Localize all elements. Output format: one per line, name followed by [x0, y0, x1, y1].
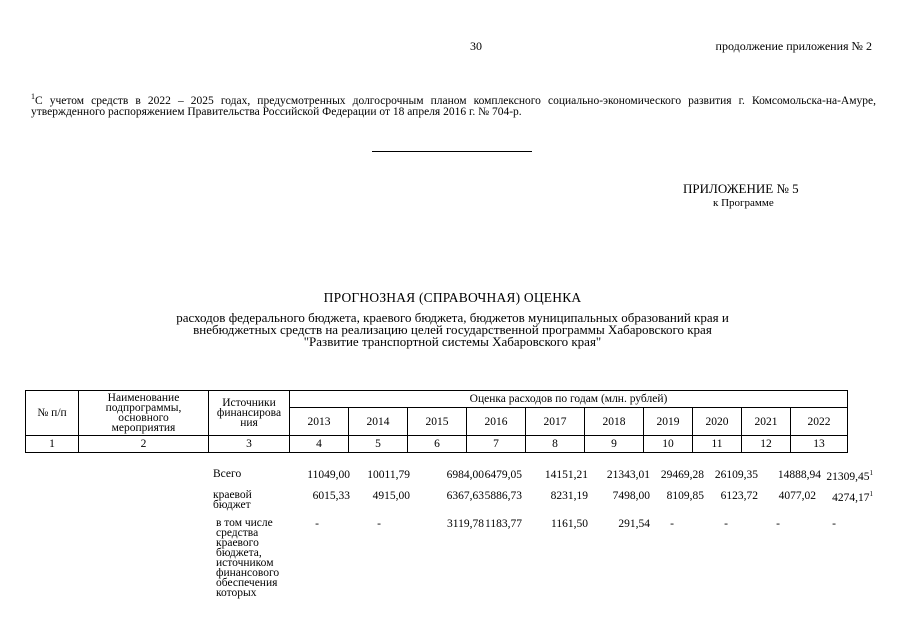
subtitle-line: расходов федерального бюджета, краевого бюджета, бюджетов муниципальных образований края и [176, 310, 729, 325]
page-number: 30 [470, 39, 482, 53]
table-cell: - [832, 518, 836, 530]
table-cell: 26109,35 [714, 469, 758, 481]
year-header: 2020 [693, 408, 742, 436]
year-header: 2021 [742, 408, 791, 436]
footnote-text: С учетом средств в 2022 – 2025 годах, предусмотренных долгосрочным планом комплексного социально-экономического развития г. Комсомольска-на-Амуре, утвержденного распоряжением Правительства Российской Федерации от 18 апреля 2016 г. № 704-р. [31, 94, 876, 118]
col-number: 10 [644, 436, 693, 453]
col-number: 12 [742, 436, 791, 453]
col-number: 5 [349, 436, 408, 453]
year-header: 2016 [467, 408, 526, 436]
document-title: ПРОГНОЗНАЯ (СПРАВОЧНАЯ) ОЦЕНКА [323, 290, 582, 305]
appendix-subtitle: к Программе [713, 197, 774, 209]
table-cell: 8109,85 [666, 490, 704, 502]
col-number: 7 [467, 436, 526, 453]
header-num: № п/п [26, 391, 79, 436]
table-cell: - [315, 518, 319, 530]
table-cell: - [670, 518, 674, 530]
col-number: 9 [585, 436, 644, 453]
header-name: Наименование подпрограммы, основного мероприятия [79, 391, 209, 436]
col-number: 13 [791, 436, 848, 453]
year-header: 2013 [290, 408, 349, 436]
table-cell: 21309,45 [826, 470, 870, 483]
table-cell: 6984,00 [446, 469, 484, 481]
table-cell-last [832, 490, 873, 504]
continuation-label: продолжение приложения № 2 [715, 39, 872, 53]
row-label: в том числе средства краевого бюджета, источником финансового обеспечения которых [216, 517, 280, 599]
col-number: 2 [79, 436, 209, 453]
table-cell: 3119,78 [447, 518, 484, 530]
footnote-ref: 1 [869, 469, 873, 477]
appendix-title: ПРИЛОЖЕНИЕ № 5 [683, 181, 799, 196]
header-estimate: Оценка расходов по годам (млн. рублей) [290, 391, 848, 408]
table-cell: 4274,17 [832, 491, 870, 504]
year-header: 2015 [408, 408, 467, 436]
col-number: 4 [290, 436, 349, 453]
table-cell: - [377, 518, 381, 530]
table-cell: 6367,63 [446, 490, 484, 502]
year-header: 2019 [644, 408, 693, 436]
table-cell: - [724, 518, 728, 530]
table-cell: 6123,72 [720, 490, 758, 502]
table-cell-last [826, 469, 873, 483]
table-cell: 1183,77 [485, 518, 522, 530]
col-number: 3 [209, 436, 290, 453]
table-cell: 6479,05 [484, 469, 522, 481]
table-cell: 29469,28 [660, 469, 704, 481]
table-cell: 10011,79 [367, 469, 410, 481]
subtitle-line: внебюджетных средств на реализацию целей государственной программы Хабаровского края [193, 322, 712, 337]
table-cell: 14888,94 [777, 469, 821, 481]
table-cell: 6015,33 [312, 490, 350, 502]
year-header: 2017 [526, 408, 585, 436]
table-cell: 11049,00 [307, 469, 350, 481]
col-number: 1 [26, 436, 79, 453]
table-cell: 14151,21 [544, 469, 588, 481]
table-cell: 7498,00 [612, 490, 650, 502]
row-label: Всего [213, 468, 242, 480]
footnote-ref: 1 [869, 490, 873, 498]
table-cell: 4915,00 [372, 490, 410, 502]
table-cell: 8231,19 [550, 490, 588, 502]
year-header: 2018 [585, 408, 644, 436]
table-cell: 1161,50 [551, 518, 588, 530]
year-header: 2014 [349, 408, 408, 436]
subtitle-line: "Развитие транспортной системы Хабаровского края" [303, 334, 602, 349]
table-cell: - [776, 518, 780, 530]
col-number: 11 [693, 436, 742, 453]
col-number: 8 [526, 436, 585, 453]
col-number: 6 [408, 436, 467, 453]
footnote-marker: 1 [31, 92, 35, 101]
table-cell: 5886,73 [484, 490, 522, 502]
header-source: Источники финансирова ния [209, 391, 290, 436]
table-cell: 291,54 [618, 518, 650, 530]
year-header: 2022 [791, 408, 848, 436]
row-label: краевой бюджет [213, 489, 252, 511]
table-cell: 4077,02 [778, 490, 816, 502]
table-cell: 21343,01 [606, 469, 650, 481]
